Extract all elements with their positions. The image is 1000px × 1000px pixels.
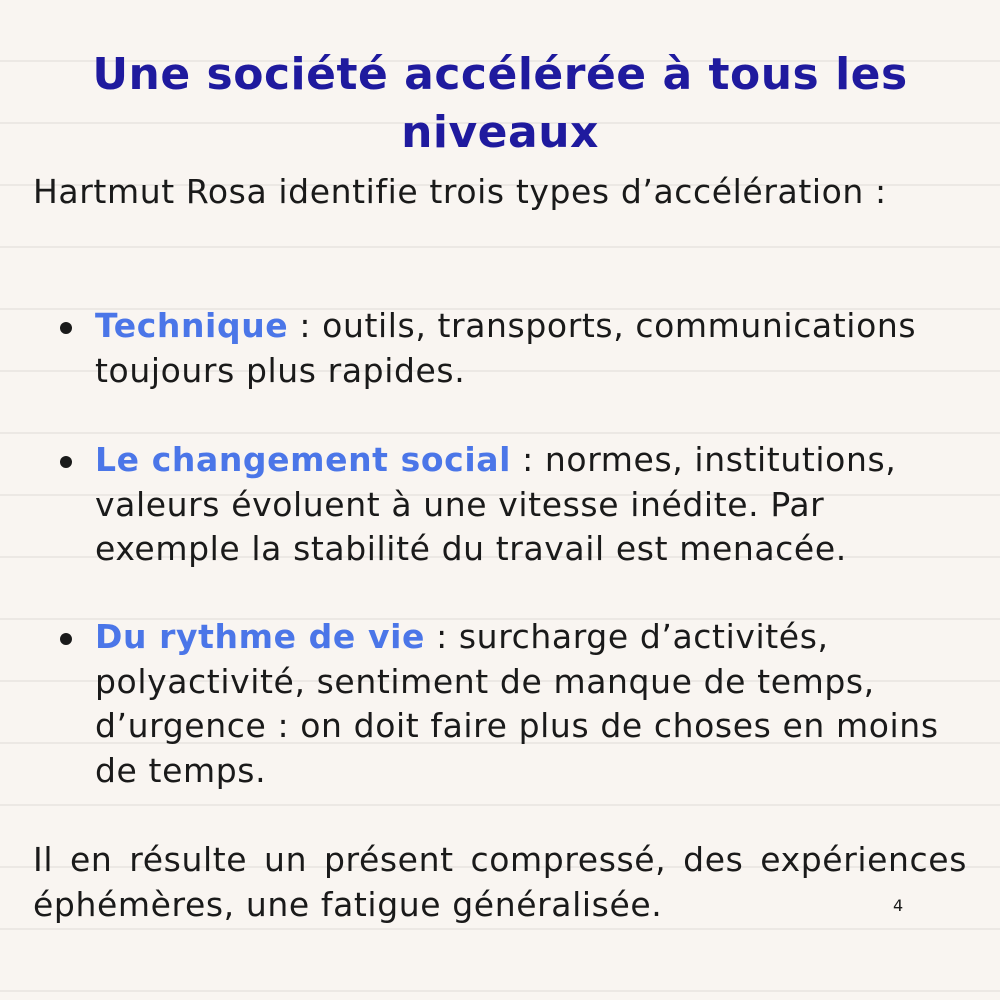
bullet-dot-icon: [60, 456, 72, 468]
list-item-changement-social: [95, 438, 970, 572]
slide-title: Une société accélérée à tous les niveaux: [92, 49, 908, 158]
bullet-term: Le changement social: [95, 440, 512, 479]
page-number: 4: [893, 896, 904, 915]
conclusion-text: Il en résulte un présent compressé, des expériences éphémères, une fatigue généralisée.: [33, 840, 967, 924]
bullet-description: : outils, transports, communications toujours plus rapides.: [95, 306, 917, 390]
bullet-description: : surcharge d’activités, polyactivité, sentiment de manque de temps, d’urgence : on doit faire plus de choses en moins de temps.: [95, 617, 939, 790]
bullet-term: Technique: [95, 306, 289, 345]
intro-text: Hartmut Rosa identifie trois types d’accélération :: [33, 172, 887, 211]
bullet-description: : normes, institutions, valeurs évoluent à une vitesse inédite. Par exemple la stabilité du travail est menacée.: [95, 440, 897, 568]
bullet-dot-icon: [60, 633, 72, 645]
list-item-rythme-de-vie: [95, 615, 970, 793]
list-item-technique: [95, 304, 970, 393]
bullet-term: Du rythme de vie: [95, 617, 425, 656]
bullet-dot-icon: [60, 322, 72, 334]
